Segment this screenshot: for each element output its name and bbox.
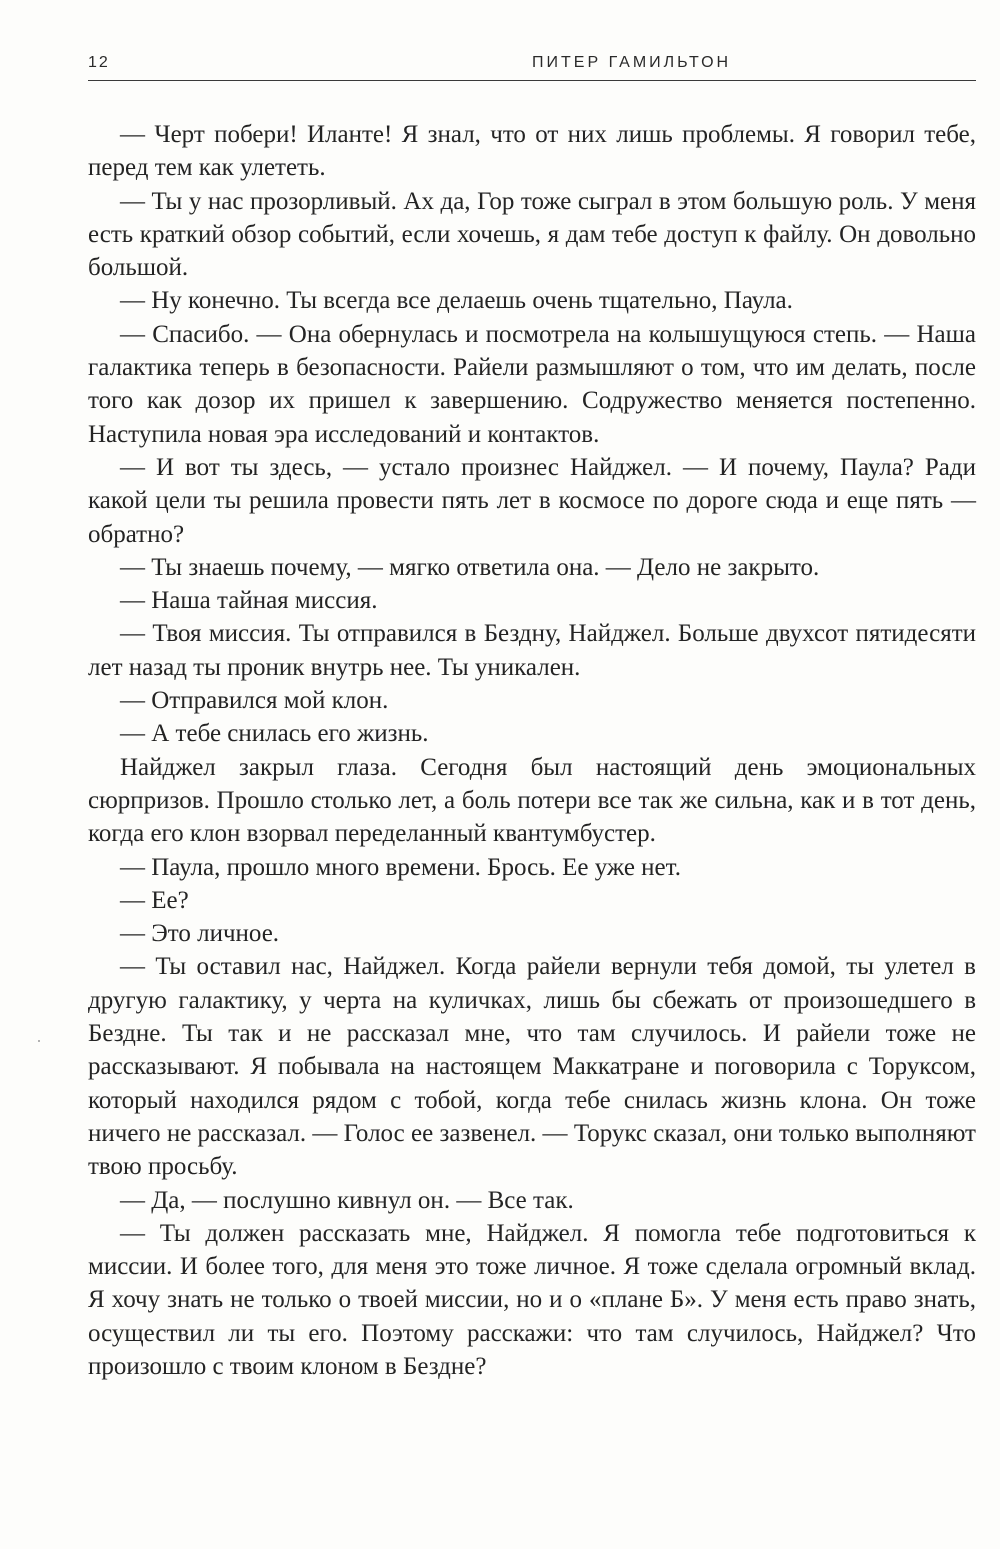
paper-speck — [38, 1040, 40, 1042]
author-name: ПИТЕР ГАМИЛЬТОН — [532, 54, 732, 71]
running-header — [88, 46, 976, 81]
body-text — [88, 118, 976, 1383]
paragraph: — Ты у нас прозорливый. Ах да, Гор тоже сыграл в этом большую роль. У меня есть краткий обзор событий, если хочешь, я дам тебе доступ к файлу. Он довольно большой. — [88, 187, 976, 282]
page-number: 12 — [88, 54, 110, 71]
paragraph: — Спасибо. — Она обернулась и посмотрела на колышущуюся степь. — Наша галактика теперь в безопасности. Райели размышляют о том, что им делать, после того как дозор их пришел к завершению. Содружество меняется постепенно. Наступила новая эра исследований и контактов. — [88, 320, 976, 448]
paragraph: — А тебе снилась его жизнь. — [120, 720, 429, 748]
paragraph: — И вот ты здесь, — устало произнес Найджел. — И почему, Паула? Ради какой цели ты решила провести пять лет в космосе по дороге сюда и еще пять — обратно? — [88, 453, 976, 548]
paragraph: Найджел закрыл глаза. Сегодня был настоящий день эмоциональных сюрпризов. Прошло столько лет, а боль потери все так же сильна, как и в тот день, когда его клон взорвал переделанный квантумбустер. — [88, 753, 976, 848]
paragraph: — Наша тайная миссия. — [120, 587, 378, 615]
paragraph: — Ты знаешь почему, — мягко ответила она. — Дело не закрыто. — [120, 553, 820, 581]
paragraph: — Это личное. — [120, 920, 280, 948]
paragraph: — Ты оставил нас, Найджел. Когда райели вернули тебя домой, ты улетел в другую галактику, у черта на куличках, лишь бы сбежать от произошедшего в Бездне. Ты так и не рассказал мне, что там случилось. И райели тоже не рассказывают. Я побывала на настоящем Маккатране и поговорила с Торуксом, который находился рядом с тобой, когда тебе снилась жизнь клона. Он тоже ничего не рассказал. — Голос ее зазвенел. — Торукс сказал, они только выполняют твою просьбу. — [88, 953, 976, 1181]
paragraph: — Ну конечно. Ты всегда все делаешь очень тщательно, Паула. — [120, 287, 793, 315]
paragraph: — Да, — послушно кивнул он. — Все так. — [120, 1186, 574, 1214]
paragraph: — Твоя миссия. Ты отправился в Бездну, Найджел. Больше двухсот пятидесяти лет назад ты проник внутрь нее. Ты уникален. — [88, 620, 976, 681]
paragraph: — Отправился мой клон. — [120, 687, 389, 715]
paragraph: — Черт побери! Иланте! Я знал, что от них лишь проблемы. Я говорил тебе, перед тем как улететь. — [88, 121, 976, 182]
paragraph: — Ты должен рассказать мне, Найджел. Я помогла тебе подготовиться к миссии. И более того, для меня это тоже личное. Я тоже сделала огромный вклад. Я хочу знать не только о твоей миссии, но и о «плане Б». У меня есть право знать, осуществил ли ты его. Поэтому расскажи: что там случилось, Найджел? Что произошло с твоим клоном в Бездне? — [88, 1219, 976, 1380]
paragraph: — Паула, прошло много времени. Брось. Ее уже нет. — [120, 853, 681, 881]
paragraph: — Ее? — [120, 886, 189, 914]
